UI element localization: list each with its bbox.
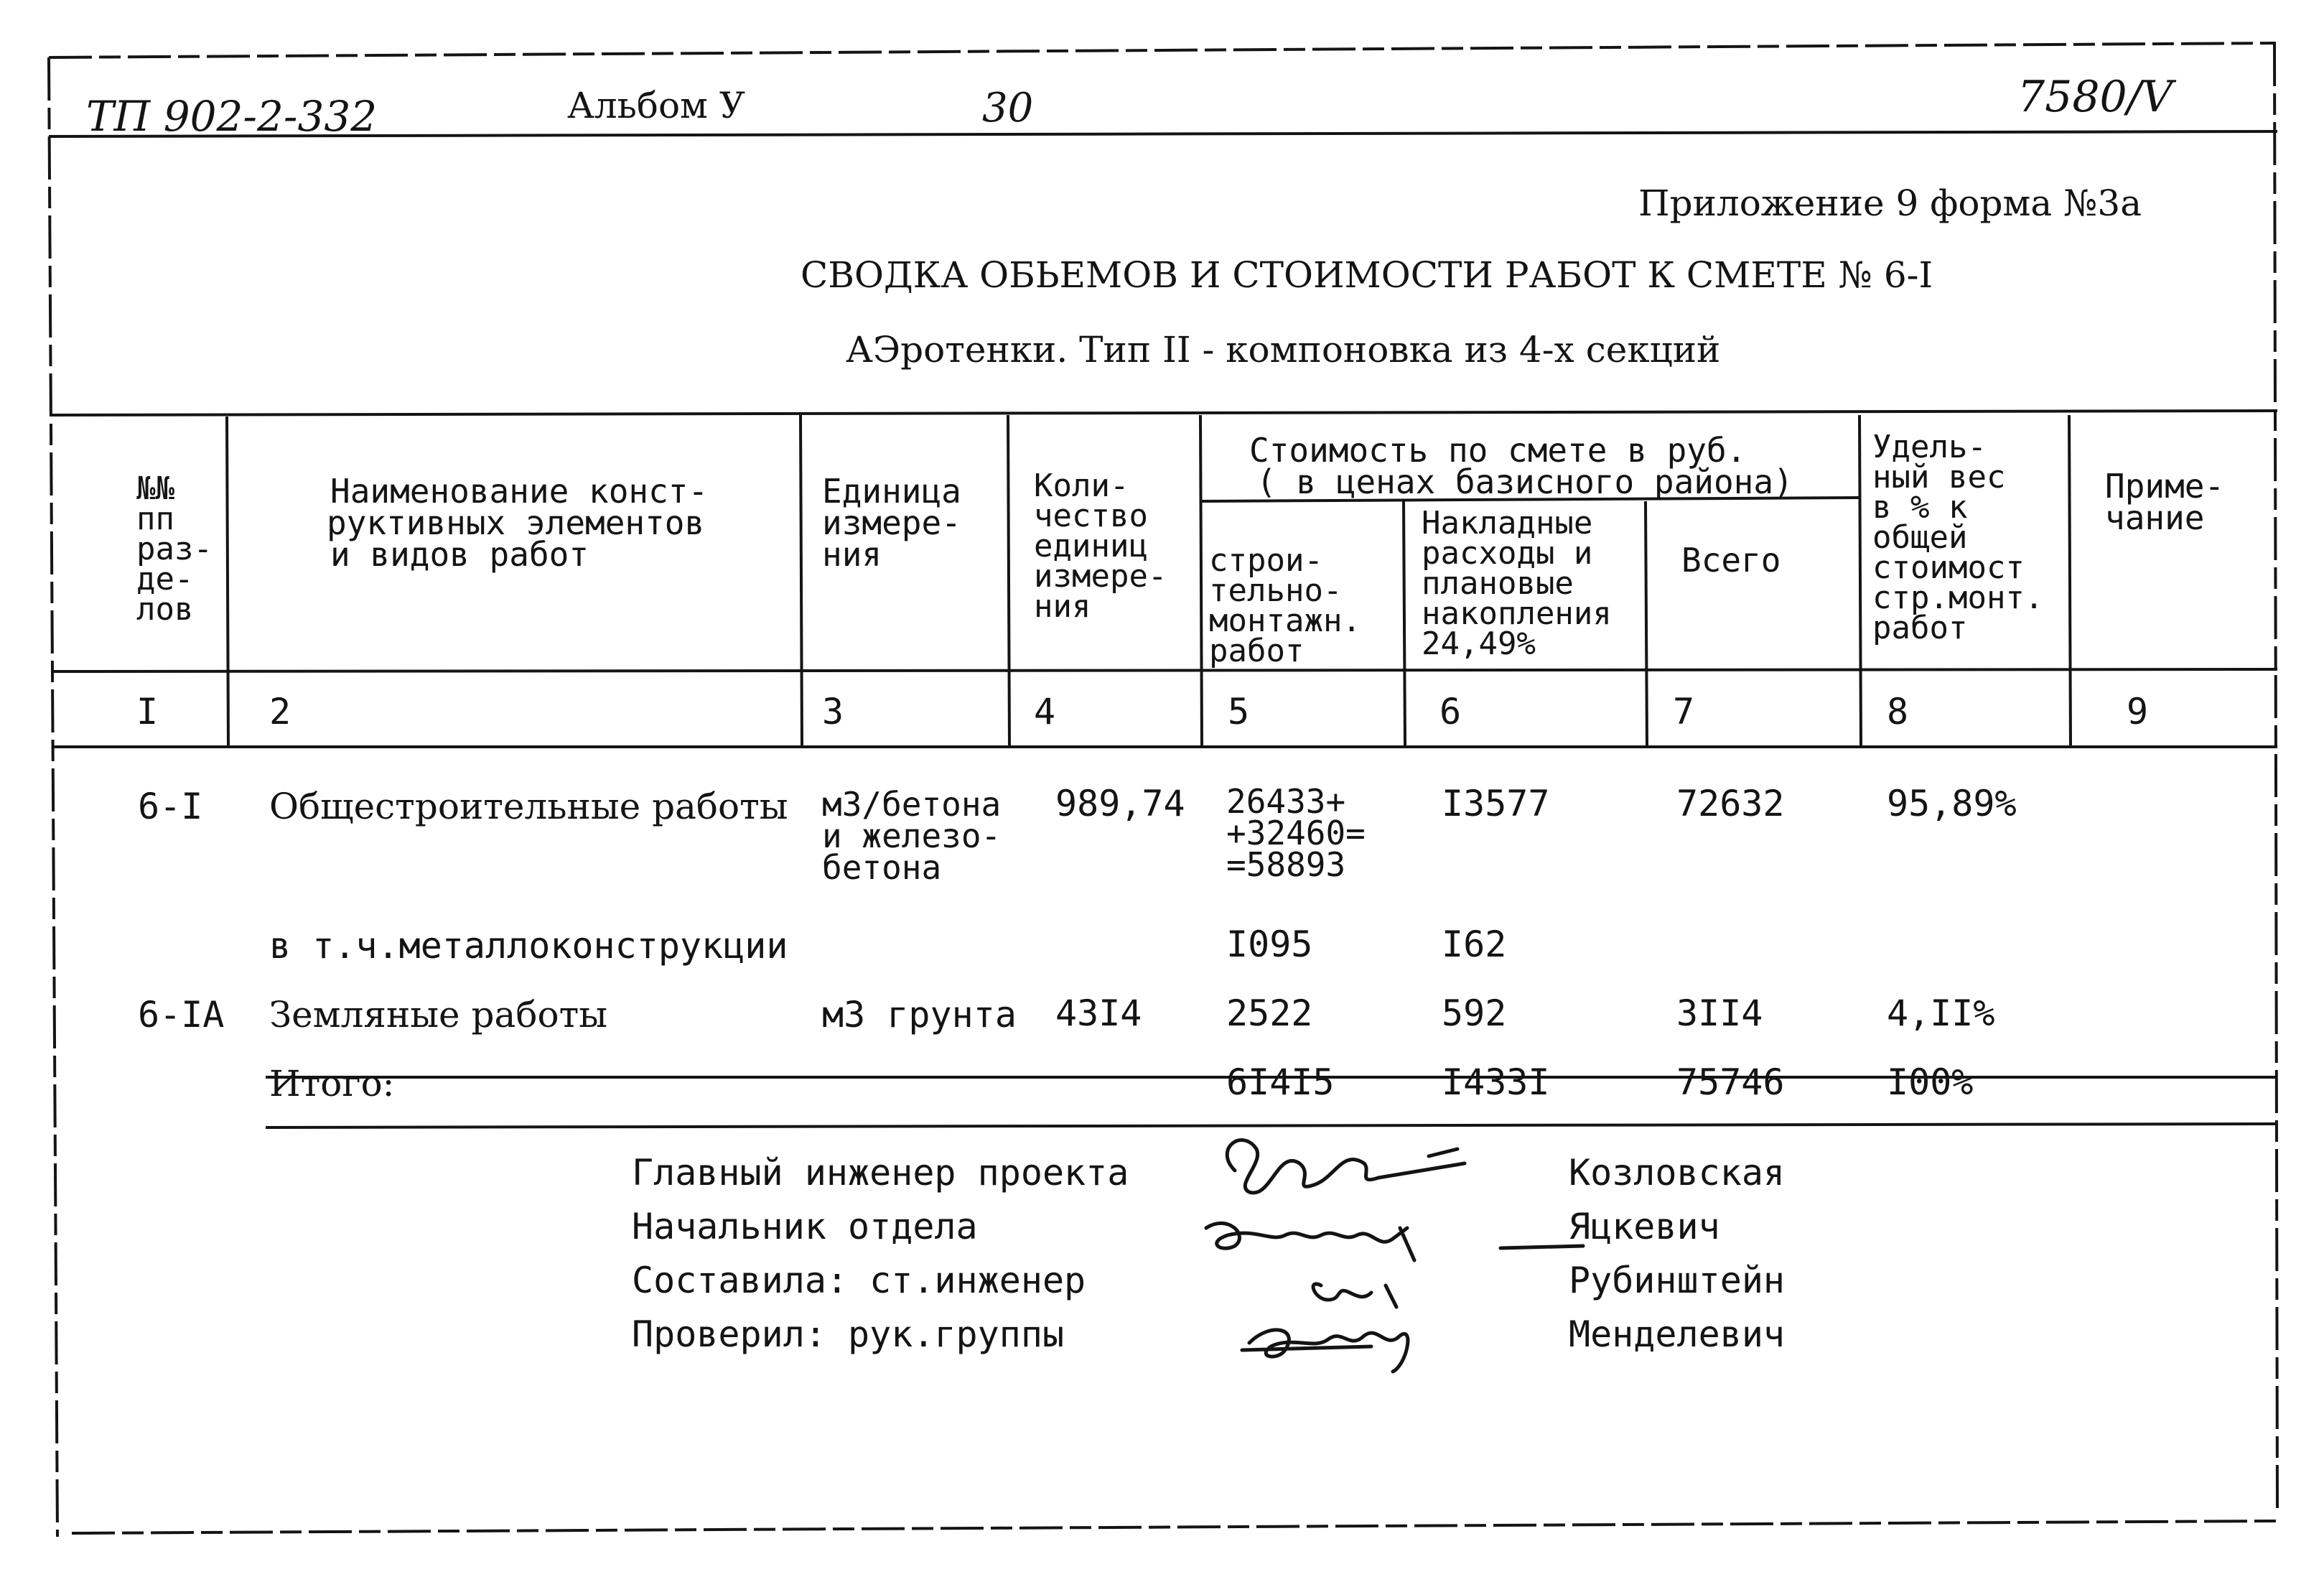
row-total: 3II4 — [1676, 992, 1763, 1034]
row-total: 75746 — [1676, 1061, 1785, 1103]
header-note: Приме- чание — [2105, 467, 2225, 537]
row-share: I00% — [1887, 1061, 1974, 1103]
document-title: СВОДКА ОБЬЕМОВ И СТОИМОСТИ РАБОТ К СМЕТЕ № 6-I — [801, 254, 1933, 296]
col-number-7: 7 — [1673, 691, 1695, 732]
row-section: 6-I — [138, 786, 203, 827]
signature-name: Рубинштейн — [1569, 1260, 1786, 1301]
header-quantity: Коли- чество единиц измере- ния — [1034, 467, 1167, 625]
page-number: 30 — [982, 85, 1034, 131]
col-number-3: 3 — [822, 691, 844, 732]
row-section: 6-IА — [138, 994, 225, 1036]
header-section-no: №№ пп раз- де- лов — [136, 470, 213, 628]
header-work-name: Наименование конст- руктивных элементов и видов работ — [327, 472, 709, 574]
col-number-4: 4 — [1034, 691, 1056, 732]
row-overhead: I433I — [1442, 1061, 1550, 1103]
row-overhead: I62 — [1442, 924, 1507, 965]
signature-name: Менделевич — [1569, 1313, 1786, 1355]
row-total: 72632 — [1676, 783, 1785, 824]
row-overhead: 592 — [1442, 992, 1507, 1034]
row-construction-cost: 26433+ +32460= =58893 — [1226, 782, 1366, 884]
row-unit: м3/бетона и железо- бетона — [822, 785, 1002, 887]
signature-name: Яцкевич — [1569, 1206, 1720, 1247]
signature-role: Составила: ст.инженер — [632, 1260, 1086, 1301]
signature-role: Начальник отдела — [632, 1206, 978, 1247]
header-unit: Единица измере- ния — [822, 472, 961, 574]
signature-role: Проверил: рук.группы — [632, 1313, 1065, 1355]
col-number-5: 5 — [1228, 691, 1250, 732]
header-overhead: Накладные расходы и плановые накопления 24,49% — [1422, 505, 1612, 662]
handwritten-signatures — [1192, 1120, 1594, 1379]
row-unit: м3 грунта — [822, 994, 1017, 1036]
row-construction-cost: I095 — [1226, 924, 1313, 965]
signature-name: Козловская — [1569, 1152, 1786, 1194]
album-label: Альбом У — [567, 85, 745, 126]
header-share: Удель- ный вес в % к общей стоимост стр.монт. работ — [1872, 429, 2044, 646]
appendix-label: Приложение 9 форма №3а — [1638, 182, 2142, 224]
row-share: 95,89% — [1887, 783, 2017, 824]
row-name: в т.ч.металлоконструкции — [269, 925, 788, 967]
col-number-2: 2 — [269, 691, 291, 732]
col-number-8: 8 — [1887, 691, 1909, 732]
row-overhead: I3577 — [1442, 783, 1550, 824]
col-number-1: I — [136, 691, 159, 732]
signature-role: Главный инженер проекта — [632, 1152, 1129, 1194]
document-subtitle: АЭротенки. Тип II - компоновка из 4-х секций — [846, 329, 1721, 371]
header-cost-group: Стоимость по смете в руб. ( в ценах базисного района) — [1249, 431, 1793, 501]
doc-code: ТП 902-2-332 — [86, 92, 378, 141]
row-name: Земляные работы — [269, 994, 608, 1036]
col-number-6: 6 — [1439, 691, 1462, 732]
header-total: Всего — [1681, 541, 1781, 580]
row-share: 4,II% — [1887, 992, 1995, 1034]
row-construction-cost: 2522 — [1226, 992, 1313, 1034]
header-construction-cost: строи- тельно- монтажн. работ — [1209, 542, 1361, 669]
row-quantity: 43I4 — [1055, 992, 1142, 1034]
row-name: Общестроительные работы — [269, 786, 788, 827]
row-name: Итого: — [269, 1063, 395, 1104]
row-quantity: 989,74 — [1055, 783, 1185, 824]
row-construction-cost: 6I4I5 — [1226, 1061, 1335, 1103]
col-number-9: 9 — [2127, 691, 2149, 732]
archive-number: 7580/V — [2017, 72, 2173, 122]
